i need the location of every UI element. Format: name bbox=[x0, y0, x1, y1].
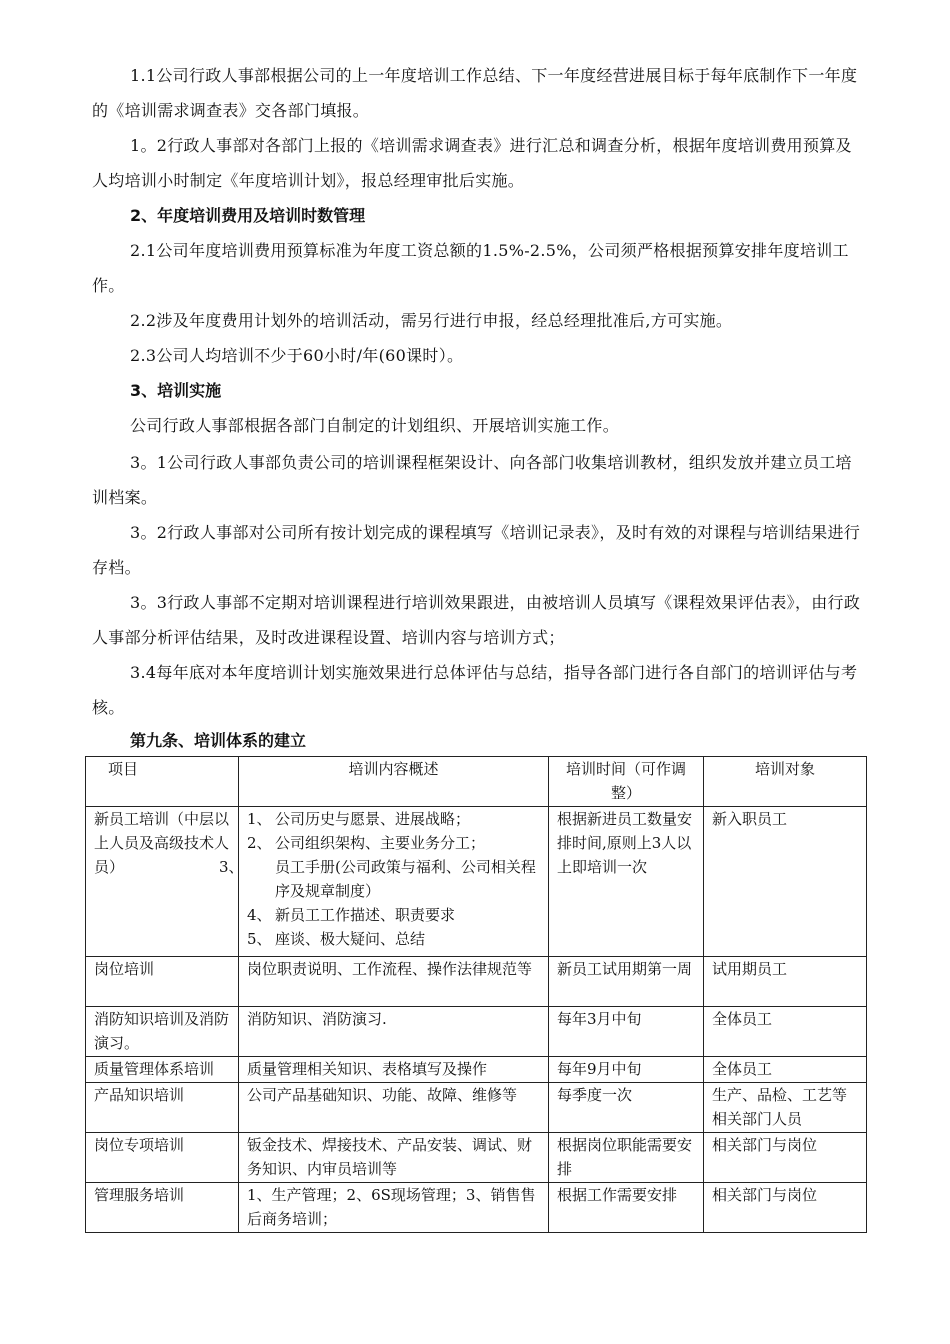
row-item: 岗位培训 bbox=[86, 957, 239, 1007]
row-target: 试用期员工 bbox=[704, 957, 867, 1007]
list-item: 4、 新员工工作描述、职责要求 bbox=[247, 906, 456, 924]
row-target: 全体员工 bbox=[704, 1057, 867, 1083]
table-header-row bbox=[86, 757, 867, 807]
row-time: 根据工作需要安排 bbox=[549, 1183, 704, 1233]
row-target: 相关部门与岗位 bbox=[704, 1183, 867, 1233]
paragraph-1-1: 1.1公司行政人事部根据公司的上一年度培训工作总结、下一年度经营进展目标于每年底制作下一年度的《培训需求调查表》交各部门填报。 bbox=[92, 66, 858, 120]
table-row bbox=[86, 1057, 867, 1083]
row-time: 每年3月中旬 bbox=[549, 1007, 704, 1057]
paragraph-3-3: 3。3行政人事部不定期对培训课程进行培训效果跟进，由被培训人员填写《课程效果评估表》，由行政人事部分析评估结果，及时改进课程设置、培训内容与培训方式； bbox=[92, 593, 861, 647]
row-content: 岗位职责说明、工作流程、操作法律规范等 bbox=[239, 957, 549, 1007]
table-row bbox=[86, 957, 867, 1007]
row-content: 消防知识、消防演习. bbox=[239, 1007, 549, 1057]
row-content: 质量管理相关知识、表格填写及操作 bbox=[239, 1057, 549, 1083]
paragraph-3-2: 3。2行政人事部对公司所有按计划完成的课程填写《培训记录表》，及时有效的对课程与培训结果进行存档。 bbox=[92, 523, 861, 577]
paragraph-3-0: 公司行政人事部根据各部门自制定的计划组织、开展培训实施工作。 bbox=[130, 416, 620, 435]
list-item: 5、 座谈、极大疑问、总结 bbox=[247, 930, 426, 948]
header-item: 项目 bbox=[86, 757, 239, 807]
row-time: 每年9月中旬 bbox=[549, 1057, 704, 1083]
row-item: 消防知识培训及消防演习。 bbox=[86, 1007, 239, 1057]
table-row bbox=[86, 1007, 867, 1057]
training-plan-table bbox=[85, 756, 867, 1233]
row-time: 每季度一次 bbox=[549, 1083, 704, 1133]
row-item: 质量管理体系培训 bbox=[86, 1057, 239, 1083]
row-time: 新员工试用期第一周 bbox=[549, 957, 704, 1007]
paragraph-3-4: 3.4每年底对本年度培训计划实施效果进行总体评估与总结，指导各部门进行各自部门的培训评估与考核。 bbox=[92, 663, 858, 717]
header-target: 培训对象 bbox=[704, 757, 867, 807]
list-item: 2、 公司组织架构、主要业务分工； bbox=[247, 834, 486, 852]
table-row bbox=[86, 1183, 867, 1233]
row-item: 管理服务培训 bbox=[86, 1183, 239, 1233]
row-target: 新入职员工 bbox=[704, 807, 867, 957]
table-row bbox=[86, 1083, 867, 1133]
header-time: 培训时间（可作调整） bbox=[549, 757, 704, 807]
row-target: 相关部门与岗位 bbox=[704, 1133, 867, 1183]
row-item: 新员工培训（中层以上人员及高级技术人员） bbox=[86, 807, 239, 957]
row-content bbox=[219, 807, 549, 957]
row-content: 公司产品基础知识、功能、故障、维修等 bbox=[239, 1083, 549, 1133]
section-heading-2: 2、年度培训费用及培训时数管理 bbox=[130, 206, 366, 225]
paragraph-3-1: 3。1公司行政人事部负责公司的培训课程框架设计、向各部门收集培训教材，组织发放并建立员工培训档案。 bbox=[92, 453, 852, 507]
row-target: 生产、品检、工艺等相关部门人员 bbox=[704, 1083, 867, 1133]
table-row bbox=[86, 1133, 867, 1183]
article-9-heading: 第九条、培训体系的建立 bbox=[130, 731, 307, 750]
row-item: 岗位专项培训 bbox=[86, 1133, 239, 1183]
row-time: 根据岗位职能需要安排 bbox=[549, 1133, 704, 1183]
section-heading-3: 3、培训实施 bbox=[130, 381, 222, 400]
header-content: 培训内容概述 bbox=[239, 757, 549, 807]
row-item: 产品知识培训 bbox=[86, 1083, 239, 1133]
table-row bbox=[86, 807, 867, 957]
paragraph-2-2: 2.2涉及年度费用计划外的培训活动，需另行进行申报，经总经理批准后,方可实施。 bbox=[130, 311, 733, 330]
list-item: 1、 公司历史与愿景、进展战略； bbox=[247, 810, 471, 828]
list-item: 3、 员工手册(公司政策与福利、公司相关程序及规章制度） bbox=[219, 858, 536, 900]
row-target: 全体员工 bbox=[704, 1007, 867, 1057]
row-time: 根据新进员工数量安排时间,原则上3人以上即培训一次 bbox=[549, 807, 704, 957]
row-content: 1、生产管理；2、6S现场管理；3、销售售后商务培训； bbox=[239, 1183, 549, 1233]
paragraph-2-1: 2.1公司年度培训费用预算标准为年度工资总额的1.5%-2.5%，公司须严格根据预算安排年度培训工作。 bbox=[92, 241, 849, 295]
paragraph-2-3: 2.3公司人均培训不少于60小时/年(60课时）。 bbox=[130, 346, 464, 365]
row-content: 钣金技术、焊接技术、产品安装、调试、财务知识、内审员培训等 bbox=[239, 1133, 549, 1183]
paragraph-1-2: 1。2行政人事部对各部门上报的《培训需求调查表》进行汇总和调查分析，根据年度培训费用预算及人均培训小时制定《年度培训计划》，报总经理审批后实施。 bbox=[92, 136, 852, 190]
